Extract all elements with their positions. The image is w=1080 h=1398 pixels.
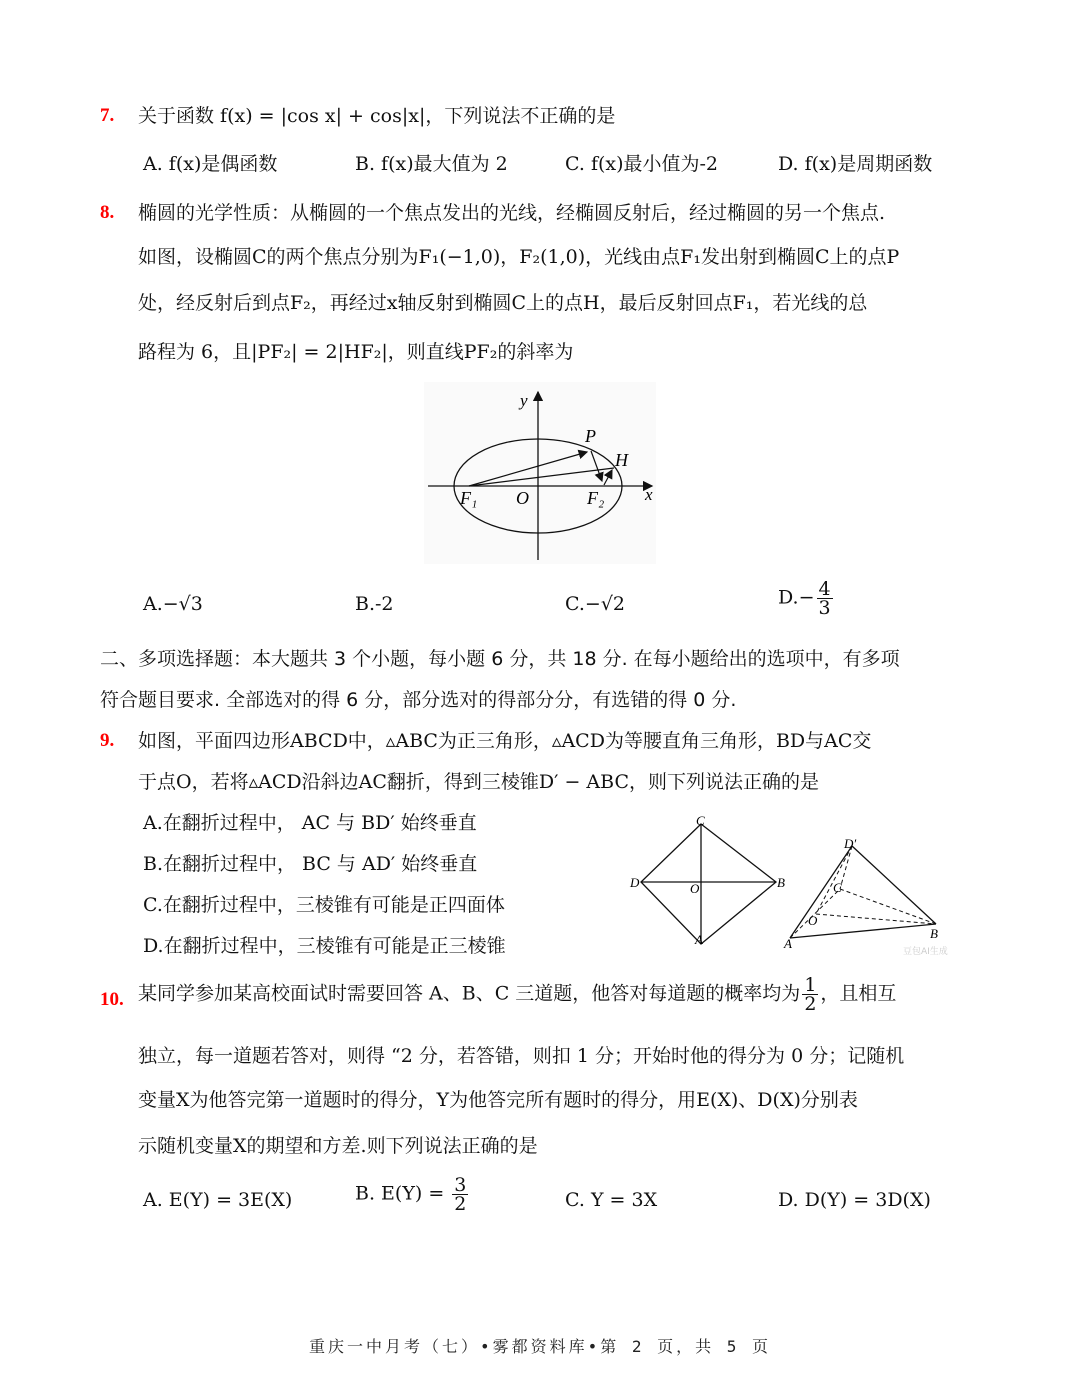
q8-option-c-value: −√2 (584, 593, 626, 615)
q10-line-1-after: ，且相互 (820, 982, 897, 1005)
edge-ad (790, 846, 852, 938)
label-o: O (690, 881, 700, 896)
q10-line-1 (138, 976, 896, 1013)
q8-line-1: 椭圆的光学性质：从椭圆的一个焦点发出的光线，经椭圆反射后，经过椭圆的另一个焦点. (138, 202, 886, 224)
quadrilateral-figure (628, 814, 798, 954)
label-c2: C (833, 880, 842, 895)
section-2-heading-line-1: 二、多项选择题：本大题共 3 个小题，每小题 6 分，共 18 分. 在每小题给出的选项中，有多项 (100, 648, 900, 670)
fraction-numerator: 1 (804, 974, 817, 996)
label-f2: F₂ (587, 488, 605, 508)
q8-line-3: 处，经反射后到点F₂，再经过x轴反射到椭圆C上的点H，最后反射回点F₁，若光线的总 (138, 292, 868, 314)
q8-option-a-value: −√3 (162, 593, 203, 615)
tetrahedron-figure (780, 834, 950, 954)
ellipse-figure (424, 382, 656, 564)
edge-ob (816, 914, 936, 924)
label-h: H (615, 450, 628, 470)
probability-fraction (802, 976, 818, 1013)
label-d: D (630, 875, 640, 890)
question-number-7: 7. (100, 105, 115, 126)
q10-option-b (355, 1176, 470, 1213)
q7-option-c: C. f(x)最小值为-2 (565, 153, 719, 175)
q7-option-b: B. f(x)最大值为 2 (355, 153, 508, 175)
q10-option-b-fraction (452, 1176, 468, 1213)
q8-option-d-prefix: D.− (778, 586, 815, 609)
q8-option-b-prefix: B. (355, 593, 376, 615)
q8-option-c (565, 590, 625, 618)
label-b: B (777, 875, 785, 890)
q8-option-a-prefix: A. (143, 593, 163, 615)
fraction-denominator: 3 (818, 597, 831, 619)
q10-option-d: D. D(Y) = 3D(X) (778, 1189, 931, 1211)
q8-option-a (143, 590, 203, 618)
label-o2: O (808, 913, 818, 928)
question-7-stem: 关于函数 f(x) = |cos x| + cos|x|，下列说法不正确的是 (138, 105, 616, 127)
fraction-numerator: 3 (454, 1174, 467, 1196)
fraction-numerator: 4 (818, 578, 831, 600)
q7-option-d: D. f(x)是周期函数 (778, 153, 933, 175)
q10-option-c: C. Y = 3X (565, 1189, 658, 1211)
question-number-9: 9. (100, 730, 115, 751)
label-a2: A (784, 936, 792, 951)
label-a: A (695, 932, 703, 947)
q9-option-d: D.在翻折过程中，三棱锥有可能是正三棱锥 (143, 935, 506, 957)
q8-line-4: 路程为 6，且|PF₂| = 2|HF₂|，则直线PF₂的斜率为 (138, 341, 574, 363)
label-o: O (516, 488, 529, 508)
label-x: x (645, 485, 653, 504)
label-b2: B (930, 926, 938, 941)
label-c: C (696, 814, 705, 828)
q10-line-2: 独立，每一道题若答对，则得 “2 分，若答错，则扣 1 分；开始时他的得分为 0 分；记随机 (138, 1045, 905, 1067)
question-number-10: 10. (100, 989, 124, 1010)
label-p: P (585, 426, 596, 446)
edge-bc (840, 889, 936, 924)
label-y: y (520, 391, 528, 410)
q9-line-1: 如图，平面四边形ABCD中，▵ABC为正三角形，▵ACD为等腰直角三角形，BD与AC交 (138, 730, 872, 752)
question-number-8: 8. (100, 202, 115, 223)
q10-line-1-before: 某同学参加某高校面试时需要回答 A、B、C 三道题，他答对每道题的概率均为 (138, 982, 801, 1005)
q9-line-2: 于点O，若将▵ACD沿斜边AC翻折，得到三棱锥D′ − ABC，则下列说法正确的是 (138, 771, 819, 793)
q8-option-d (778, 580, 835, 617)
q8-line-2: 如图，设椭圆C的两个焦点分别为F₁(−1,0)，F₂(1,0)，光线由点F₁发出射到椭圆C上的点P (138, 246, 900, 268)
q10-line-4: 示随机变量X的期望和方差.则下列说法正确的是 (138, 1135, 538, 1157)
q8-option-b (355, 590, 394, 618)
q8-option-b-value: -2 (375, 593, 394, 615)
fraction-denominator: 2 (804, 993, 817, 1015)
q8-option-c-prefix: C. (565, 593, 585, 615)
section-2-heading-line-2: 符合题目要求. 全部选对的得 6 分，部分选对的得部分分，有选错的得 0 分. (100, 689, 737, 711)
q9-option-c: C.在翻折过程中，三棱锥有可能是正四面体 (143, 894, 505, 916)
fraction-denominator: 2 (454, 1193, 467, 1215)
edge-cd (840, 846, 852, 889)
q8-option-d-fraction (817, 580, 833, 617)
page-footer: 重庆一中月考（七）•雾都资料库•第 2 页，共 5 页 (308, 1337, 772, 1356)
q10-line-3: 变量X为他答完第一道题时的得分，Y为他答完所有题时的得分，用E(X)、D(X)分别表 (138, 1089, 858, 1111)
label-d-prime: D′ (844, 836, 857, 851)
quadrilateral-abcd (641, 824, 776, 944)
figure-background (424, 382, 656, 564)
ai-watermark: 豆包AI生成 (903, 947, 948, 957)
q7-option-a: A. f(x)是偶函数 (143, 153, 278, 175)
q10-option-a: A. E(Y) = 3E(X) (143, 1189, 293, 1211)
q10-option-b-prefix: B. E(Y) = (355, 1182, 451, 1205)
q9-option-b: B.在翻折过程中， BC 与 AD′ 始终垂直 (143, 853, 478, 875)
edge-bd (852, 846, 936, 924)
q9-option-a: A.在翻折过程中， AC 与 BD′ 始终垂直 (143, 812, 477, 834)
label-f1: F₁ (460, 488, 478, 508)
